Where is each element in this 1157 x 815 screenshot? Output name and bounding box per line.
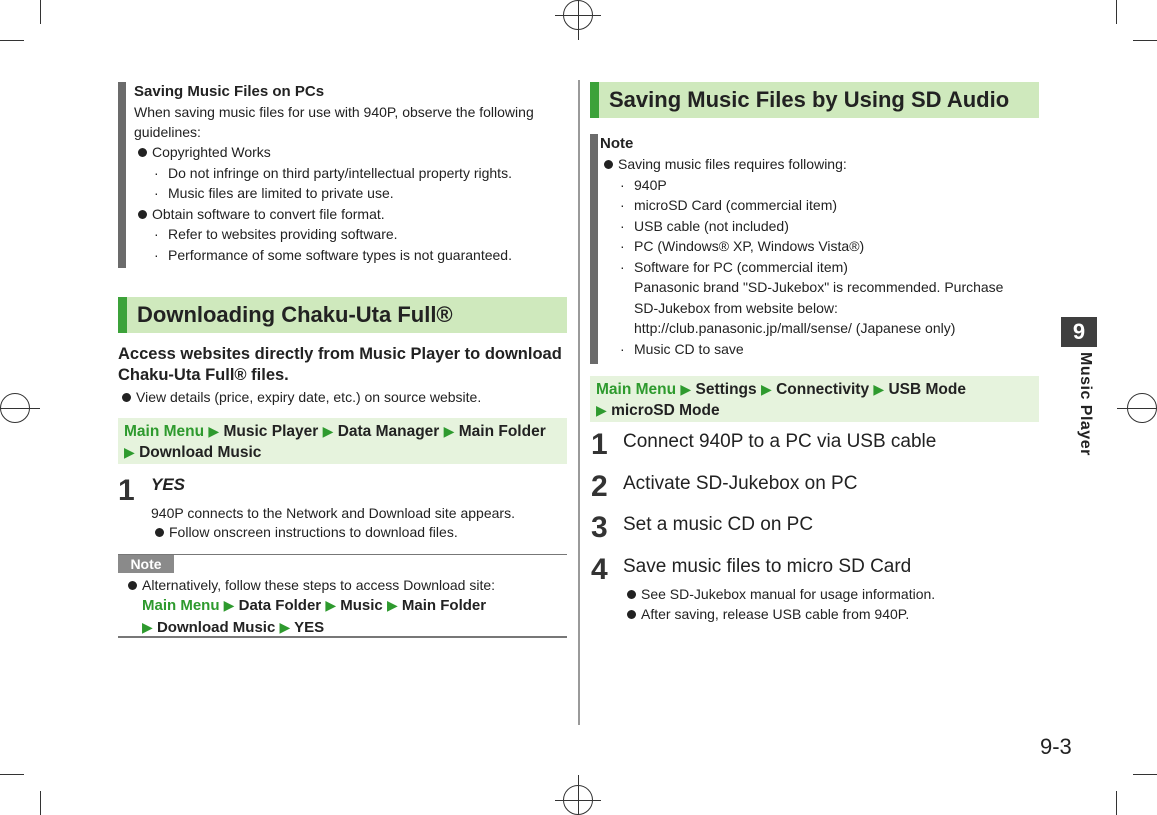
download-menu-path xyxy=(118,418,567,464)
sd-step-text-3: Set a music CD on PC xyxy=(623,514,814,535)
sd-path-settings: Settings xyxy=(695,381,757,398)
sd-path-connectivity: Connectivity xyxy=(776,381,870,398)
arrow-icon: ▶ xyxy=(443,423,455,439)
req-pc: · PC (Windows® XP, Windows Vista®) xyxy=(600,236,1040,257)
sd-step4-bullet-release: After saving, release USB cable from 940P. xyxy=(623,604,909,625)
download-step-number: 1 xyxy=(118,474,135,507)
download-lead xyxy=(118,344,568,386)
chapter-number-tab: 9 xyxy=(1061,317,1097,347)
bullet-copyrighted: Copyrighted Works xyxy=(134,142,548,163)
arrow-icon: ▶ xyxy=(223,597,235,613)
sub-infringe: · Do not infringe on third party/intellectual property rights. xyxy=(134,163,548,184)
sd-audio-note-block xyxy=(590,134,1040,364)
sd-step-number-2: 2 xyxy=(591,470,608,503)
req-microsd: · microSD Card (commercial item) xyxy=(600,195,1040,216)
path-download-music: Download Music xyxy=(139,444,262,461)
download-lead-line1: Access websites directly from Music Player to download xyxy=(118,345,562,363)
arrow-icon: ▶ xyxy=(124,444,135,460)
sd-step-text-2: Activate SD-Jukebox on PC xyxy=(623,473,858,494)
req-software-url: http://club.panasonic.jp/mall/sense/ (Japanese only) xyxy=(634,320,956,336)
arrow-icon: ▶ xyxy=(322,423,334,439)
column-divider xyxy=(578,80,580,725)
note-path-yes: YES xyxy=(294,618,325,636)
sub-performance: · Performance of some software types is not guaranteed. xyxy=(134,245,548,266)
path-music-player: Music Player xyxy=(223,423,319,440)
page-number: 9-3 xyxy=(1040,734,1072,759)
sd-note-title: Note xyxy=(600,135,634,152)
arrow-icon: ▶ xyxy=(386,597,398,613)
note-path-music: Music xyxy=(340,597,383,614)
sd-path-microsd-mode: microSD Mode xyxy=(611,402,720,419)
download-step-desc: 940P connects to the Network and Download site appears. xyxy=(151,505,515,521)
note-path-main-menu: Main Menu xyxy=(142,597,220,614)
note-text: Alternatively, follow these steps to access Download site: xyxy=(124,575,564,596)
path-main-menu: Main Menu xyxy=(124,423,205,440)
sub-websites: · Refer to websites providing software. xyxy=(134,224,548,245)
arrow-icon: ▶ xyxy=(142,618,153,635)
download-note xyxy=(118,554,567,638)
note-path-data-folder: Data Folder xyxy=(238,597,322,614)
note-path-download-music: Download Music xyxy=(156,618,276,636)
sd-step4-bullet-manual: See SD-Jukebox manual for usage information. xyxy=(623,584,935,605)
sd-step-number-4: 4 xyxy=(591,553,608,586)
req-940p: · 940P xyxy=(600,175,1040,196)
req-software-detail-1: Panasonic brand "SD-Jukebox" is recommended. Purchase xyxy=(634,279,1004,295)
sd-note-bullet: Saving music files requires following: xyxy=(600,154,1040,175)
saving-pcs-intro: When saving music files for use with 940P, observe the following guidelines: xyxy=(134,104,534,140)
sd-path-usb-mode: USB Mode xyxy=(888,381,966,398)
arrow-icon: ▶ xyxy=(279,618,291,635)
downloading-section-heading: Downloading Chaku-Uta Full® xyxy=(118,297,567,333)
req-music-cd: · Music CD to save xyxy=(600,339,1040,360)
req-software: · Software for PC (commercial item) xyxy=(600,257,1040,278)
arrow-icon: ▶ xyxy=(760,381,772,397)
note-label: Note xyxy=(118,555,174,573)
sd-menu-path xyxy=(590,376,1039,422)
path-data-manager: Data Manager xyxy=(337,423,440,440)
chapter-label: Music Player xyxy=(1077,352,1094,456)
note-path xyxy=(142,595,486,638)
download-lead-line2: Chaku-Uta Full® files. xyxy=(118,366,289,384)
arrow-icon: ▶ xyxy=(873,381,885,397)
arrow-icon: ▶ xyxy=(208,423,220,439)
download-step-yes: YES xyxy=(151,475,186,494)
sd-step-number-3: 3 xyxy=(591,511,608,544)
bullet-software: Obtain software to convert file format. xyxy=(134,204,548,225)
saving-pcs-block xyxy=(118,82,548,268)
sd-step-text-1: Connect 940P to a PC via USB cable xyxy=(623,431,937,452)
saving-pcs-title: Saving Music Files on PCs xyxy=(134,83,325,100)
download-view-details: View details (price, expiry date, etc.) on source website. xyxy=(118,387,568,408)
note-path-main-folder: Main Folder xyxy=(401,597,487,614)
download-step-bullet: Follow onscreen instructions to download files. xyxy=(151,522,458,543)
sd-step-text-4: Save music files to micro SD Card xyxy=(623,556,912,577)
arrow-icon: ▶ xyxy=(680,381,692,397)
arrow-icon: ▶ xyxy=(596,402,607,418)
sub-private-use: · Music files are limited to private use. xyxy=(134,183,548,204)
arrow-icon: ▶ xyxy=(325,597,337,613)
sd-path-main-menu: Main Menu xyxy=(596,381,677,398)
path-main-folder: Main Folder xyxy=(458,423,546,440)
sd-audio-section-heading: Saving Music Files by Using SD Audio xyxy=(590,82,1039,118)
sd-step-number-1: 1 xyxy=(591,428,608,461)
req-usb-cable: · USB cable (not included) xyxy=(600,216,1040,237)
req-software-detail-2: SD-Jukebox from website below: xyxy=(634,299,838,316)
